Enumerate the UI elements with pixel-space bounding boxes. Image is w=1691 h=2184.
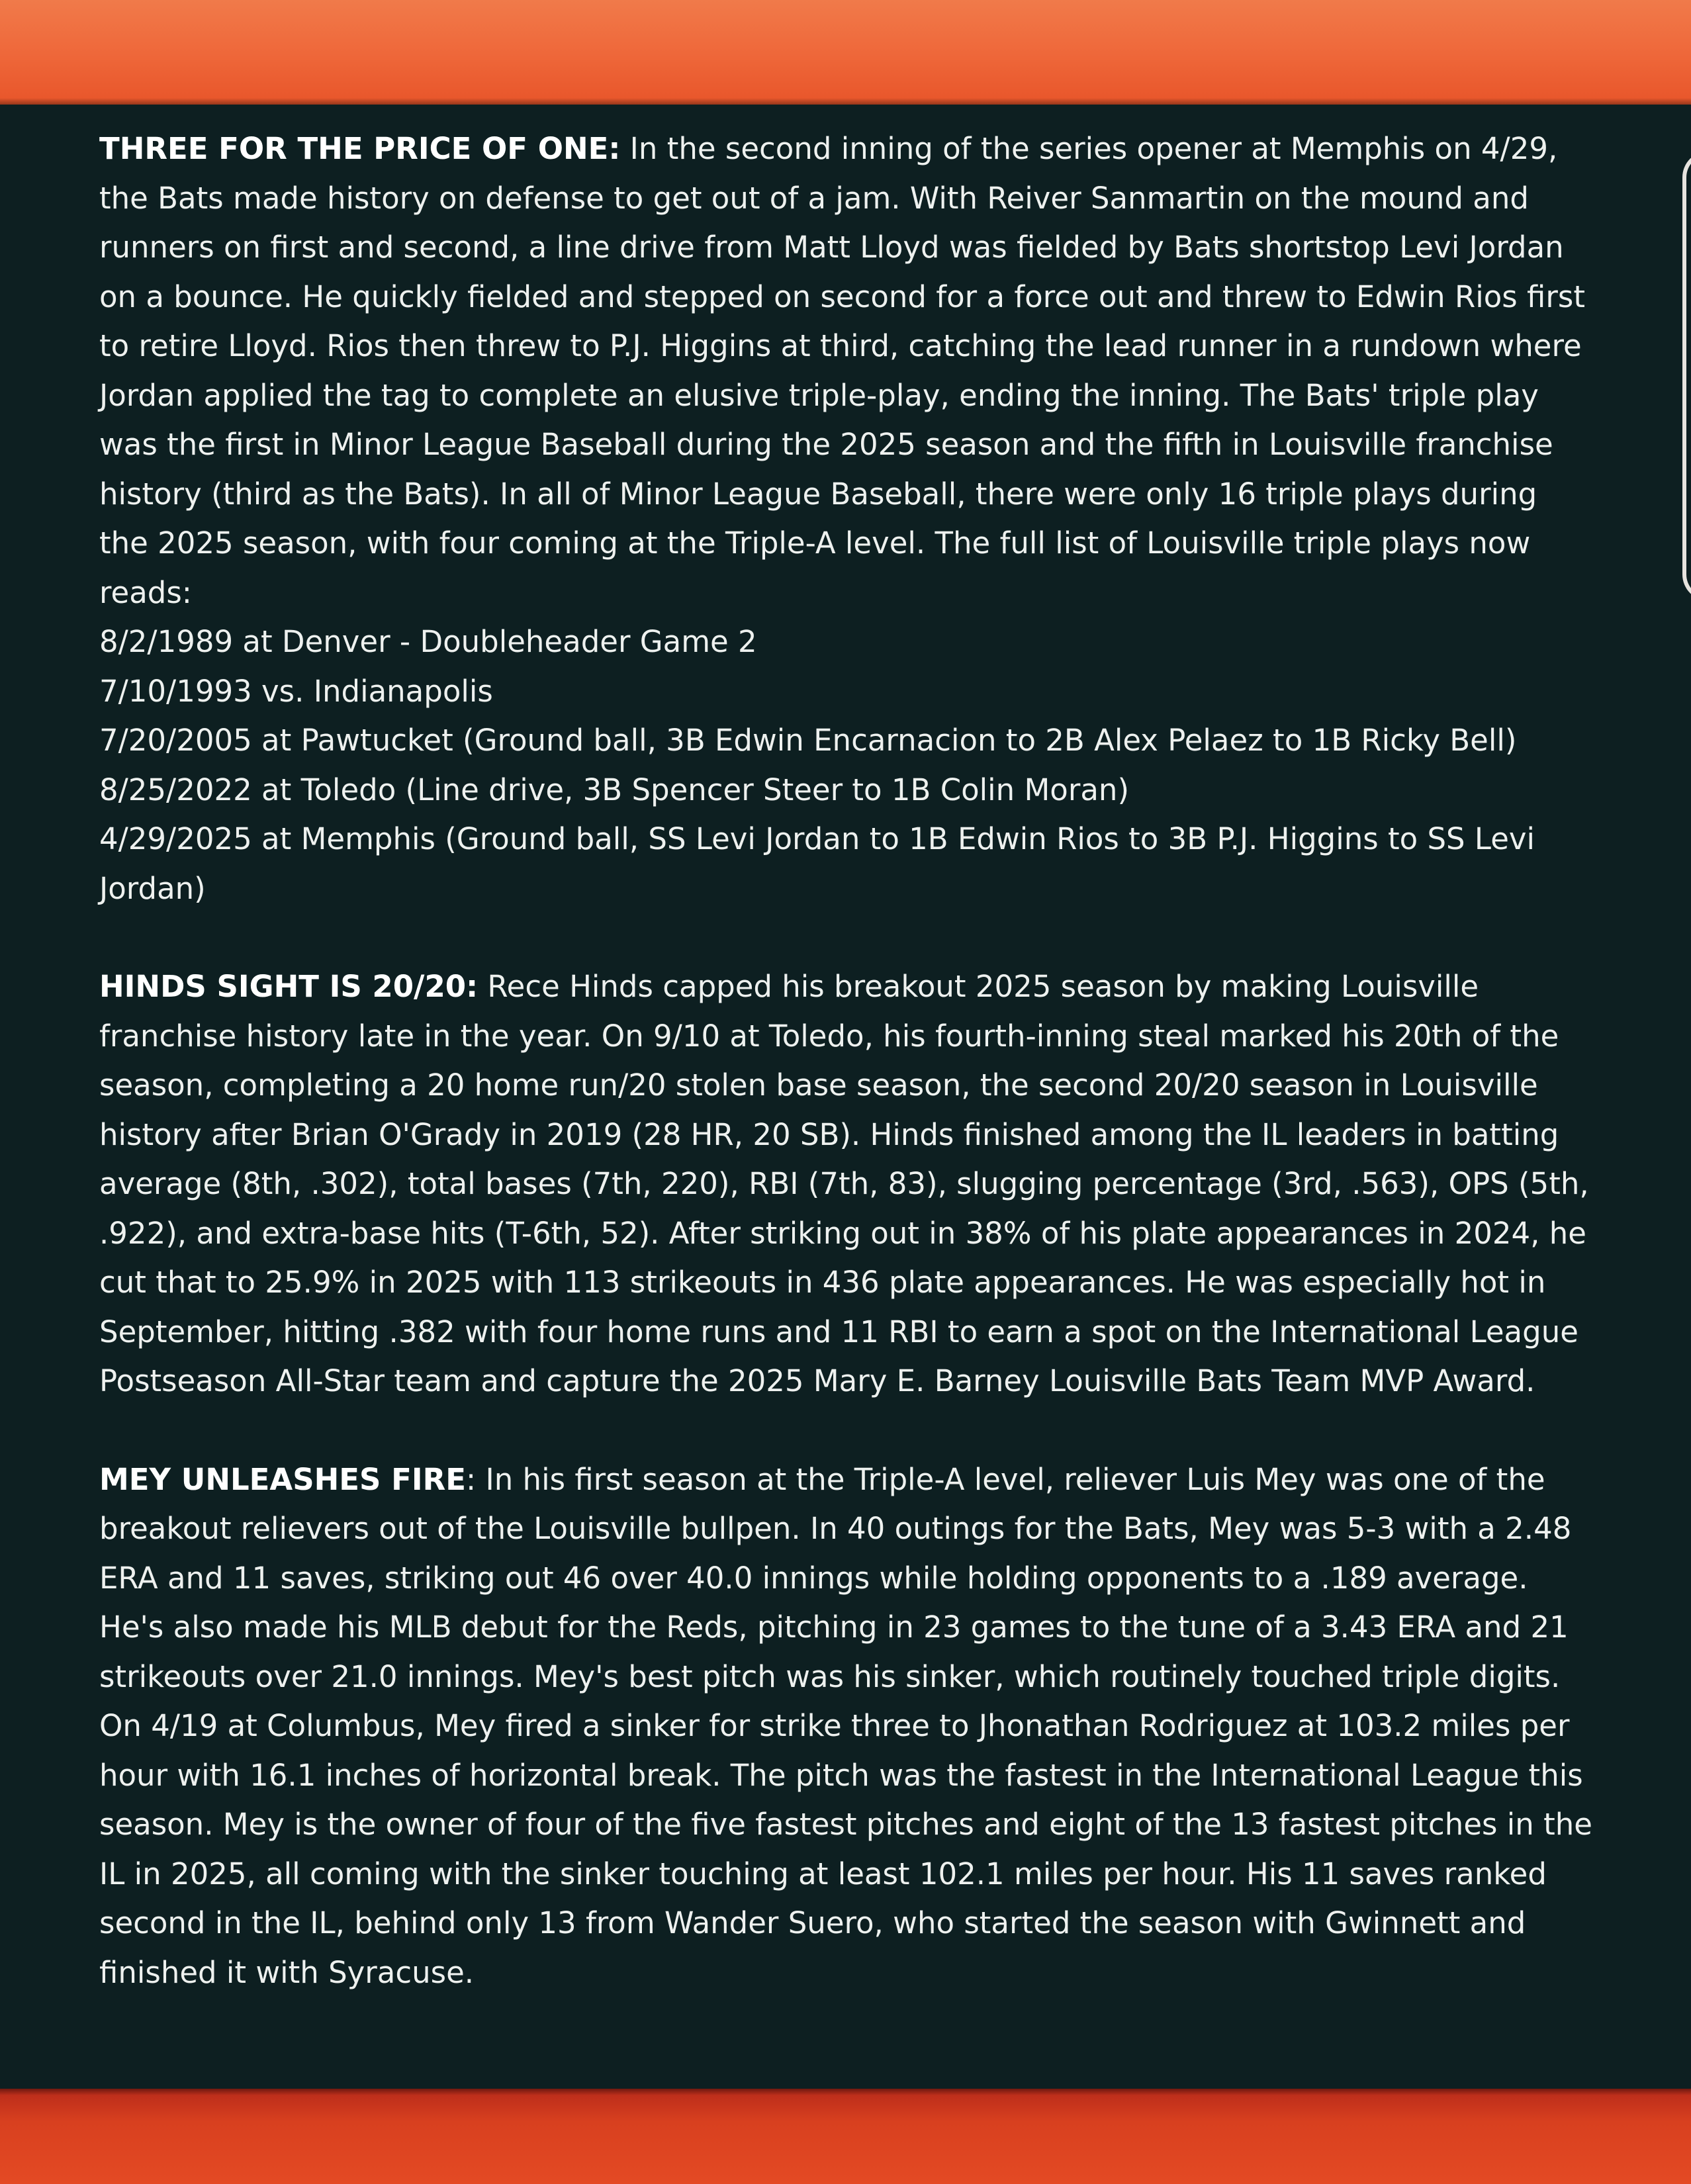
section-body-text: In the second inning of the series opener at Memphis on 4/29, the Bats made history on defense to get out of a jam. With Reiver Sanmartin on the mound and runners on first and second, a line drive from Matt Lloyd was fielded by Bats shortstop Levi Jordan on a bounce. He quickly fielded and stepped on second for a force out and threw to Edwin Rios first to retire Lloyd. Rios then threw to P.J. Higgins at third, catching the lead runner in a rundown where Jordan applied the tag to complete an elusive triple-play, ending the inning. The Bats' triple play was the first in Minor League Baseball during the 2025 season and the fifth in Louisville franchise history (third as the Bats). In all of Minor League Baseball, there were only 16 triple plays during the 2025 season, with four coming at the Triple-A level. The full list of Louisville triple plays now reads: xyxy=(99,131,1585,610)
section-hinds xyxy=(99,962,1595,1406)
list-item: 4/29/2025 at Memphis (Ground ball, SS Levi Jordan to 1B Edwin Rios to 3B P.J. Higgins to SS Levi Jordan) xyxy=(99,821,1535,906)
section-body-text: : In his first season at the Triple-A level, reliever Luis Mey was one of the breakout relievers out of the Louisville bullpen. In 40 outings for the Bats, Mey was 5-3 with a 2.48 ERA and 11 saves, striking out 46 over 40.0 innings while holding opponents to a .189 average. He's also made his MLB debut for the Reds, pitching in 23 games to the tune of a 3.43 ERA and 21 strikeouts over 21.0 innings. Mey's best pitch was his sinker, which routinely touched triple digits. On 4/19 at Columbus, Mey fired a sinker for strike three to Jhonathan Rodriguez at 103.2 miles per hour with 16.1 inches of horizontal break. The pitch was the fastest in the International League this season. Mey is the owner of four of the five fastest pitches and eight of the 13 fastest pitches in the IL in 2025, all coming with the sinker touching at least 102.1 miles per hour. His 11 saves ranked second in the IL, behind only 13 from Wander Suero, who started the season with Gwinnett and finished it with Syracuse. xyxy=(99,1461,1592,1990)
bottom-red-band xyxy=(0,2089,1691,2184)
top-orange-band xyxy=(0,0,1691,105)
section-body-text: Rece Hinds capped his breakout 2025 season by making Louisville franchise history late in the year. On 9/10 at Toledo, his fourth-inning steal marked his 20th of the season, completing a 20 home run/20 stolen base season, the second 20/20 season in Louisville history after Brian O'Grady in 2019 (28 HR, 20 SB). Hinds finished among the IL leaders in batting average (8th, .302), total bases (7th, 220), RBI (7th, 83), slugging percentage (3rd, .563), OPS (5th, .922), and extra-base hits (T-6th, 52). After striking out in 38% of his plate appearances in 2024, he cut that to 25.9% in 2025 with 113 strikeouts in 436 plate appearances. He was especially hot in September, hitting .382 with four home runs and 11 RBI to earn a spot on the International League Postseason All-Star team and capture the 2025 Mary E. Barney Louisville Bats Team MVP Award. xyxy=(99,969,1589,1398)
section-paragraph xyxy=(99,962,1595,1406)
list-item: 7/20/2005 at Pawtucket (Ground ball, 3B Edwin Encarnacion to 2B Alex Pelaez to 1B Ricky Bell) xyxy=(99,723,1517,758)
list-item: 8/25/2022 at Toledo (Line drive, 3B Spencer Steer to 1B Colin Moran) xyxy=(99,772,1129,807)
list-item: 8/2/1989 at Denver - Doubleheader Game 2 xyxy=(99,624,757,659)
list-item: 7/10/1993 vs. Indianapolis xyxy=(99,673,493,709)
section-triple-play xyxy=(99,124,1595,913)
section-mey xyxy=(99,1455,1595,1998)
section-headline: THREE FOR THE PRICE OF ONE: xyxy=(99,131,621,166)
article-body xyxy=(99,124,1595,1997)
section-paragraph xyxy=(99,1455,1595,1998)
section-headline: HINDS SIGHT IS 20/20: xyxy=(99,969,479,1004)
section-paragraph xyxy=(99,124,1595,617)
section-headline: MEY UNLEASHES FIRE xyxy=(99,1461,466,1497)
side-photo-frame xyxy=(1682,151,1691,601)
